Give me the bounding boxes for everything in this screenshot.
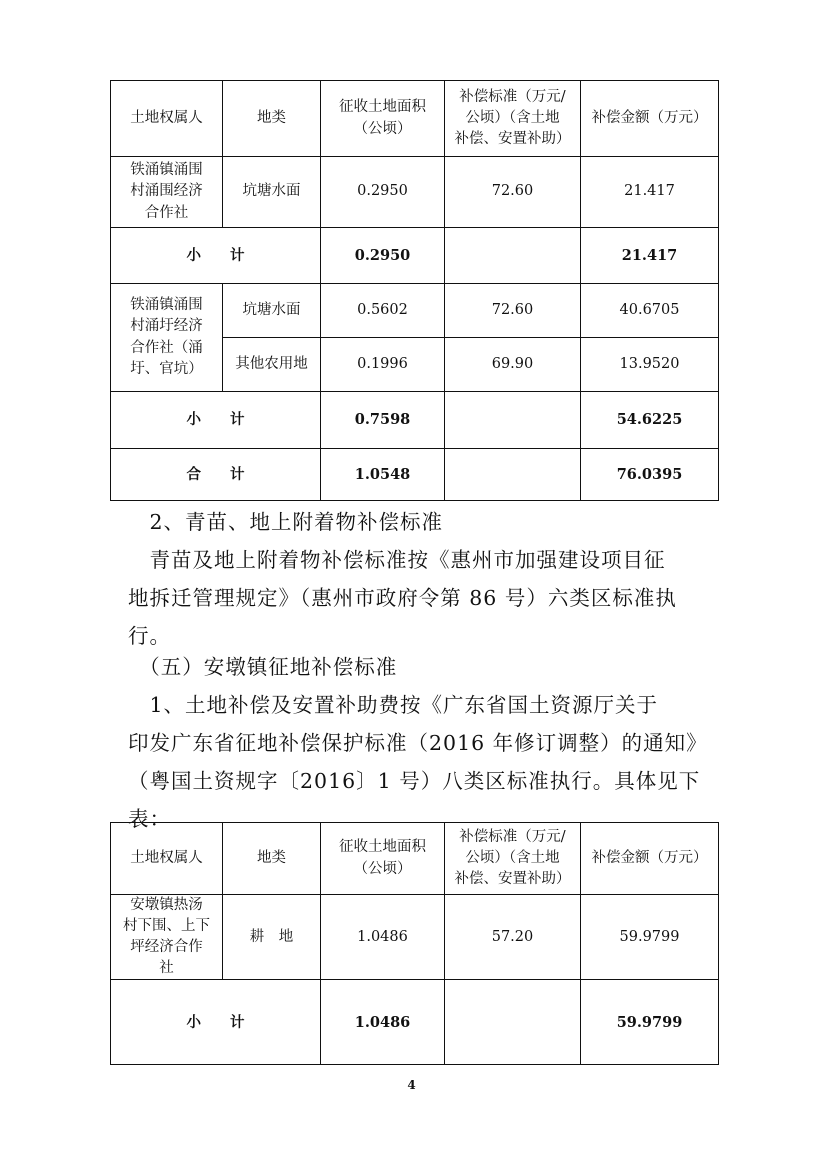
header-standard: 补偿标准（万元/ 公顷）（含土地 补偿、安置补助） [445,81,581,157]
cell-land-type: 坑塘水面 [223,284,321,338]
table-row [111,895,719,980]
subtotal-label: 小 计 [111,228,321,284]
header-owner: 土地权属人 [111,81,223,157]
header-amount: 补偿金额（万元） [581,823,719,895]
section-heading-andun: （五）安墩镇征地补偿标准 [128,655,398,679]
page-number: 4 [407,1078,416,1092]
total-standard-empty [445,449,581,501]
cell-standard: 57.20 [445,895,581,980]
cell-amount: 21.417 [581,157,719,228]
header-standard: 补偿标准（万元/ 公顷）（含土地 补偿、安置补助） [445,823,581,895]
paragraph-seedlings-standard: 青苗及地上附着物补偿标准按《惠州市加强建设项目征 地拆迁管理规定》（惠州市政府令第 86 号）六类区标准执 行。 [128,548,677,648]
subtotal-area: 0.7598 [321,392,445,449]
subtotal-label: 小 计 [111,980,321,1065]
cell-land-type: 耕 地 [223,895,321,980]
subtotal-standard-empty [445,392,581,449]
cell-land-type: 坑塘水面 [223,157,321,228]
cell-owner: 安墩镇热汤 村下围、上下 坪经济合作 社 [111,895,223,980]
subtotal-amount: 21.417 [581,228,719,284]
total-area: 1.0548 [321,449,445,501]
header-area: 征收土地面积 （公顷） [321,81,445,157]
section-heading-seedlings: 2、青苗、地上附着物补偿标准 [128,510,444,534]
cell-standard: 72.60 [445,284,581,338]
header-area: 征收土地面积 （公顷） [321,823,445,895]
subtotal-label: 小 计 [111,392,321,449]
cell-standard: 69.90 [445,338,581,392]
subtotal-standard-empty [445,228,581,284]
cell-standard: 72.60 [445,157,581,228]
table-header-row [111,823,719,895]
subtotal-amount: 54.6225 [581,392,719,449]
subtotal-row [111,980,719,1065]
cell-amount: 59.9799 [581,895,719,980]
subtotal-row [111,392,719,449]
subtotal-amount: 59.9799 [581,980,719,1065]
table-row [111,157,719,228]
compensation-table-tieyong [110,80,719,501]
cell-area: 0.2950 [321,157,445,228]
total-amount: 76.0395 [581,449,719,501]
table-row [111,284,719,338]
header-owner: 土地权属人 [111,823,223,895]
compensation-table-andun [110,822,719,1065]
cell-amount: 13.9520 [581,338,719,392]
subtotal-row [111,228,719,284]
subtotal-area: 0.2950 [321,228,445,284]
total-label: 合 计 [111,449,321,501]
cell-land-type: 其他农用地 [223,338,321,392]
subtotal-area: 1.0486 [321,980,445,1065]
cell-area: 0.5602 [321,284,445,338]
paragraph-andun-standard: 1、土地补偿及安置补助费按《广东省国土资源厅关于 印发广东省征地补偿保护标准（2016 年修订调整）的通知》 （粤国土资规字〔2016〕1 号）八类区标准执行。具体见下 表： [128,693,708,831]
cell-owner: 铁涌镇涌围 村涌圩经济 合作社（涌 圩、官坑） [111,284,223,392]
header-land-type: 地类 [223,823,321,895]
table-header-row [111,81,719,157]
cell-owner: 铁涌镇涌围 村涌围经济 合作社 [111,157,223,228]
cell-area: 0.1996 [321,338,445,392]
header-land-type: 地类 [223,81,321,157]
subtotal-standard-empty [445,980,581,1065]
header-amount: 补偿金额（万元） [581,81,719,157]
total-row [111,449,719,501]
cell-amount: 40.6705 [581,284,719,338]
cell-area: 1.0486 [321,895,445,980]
